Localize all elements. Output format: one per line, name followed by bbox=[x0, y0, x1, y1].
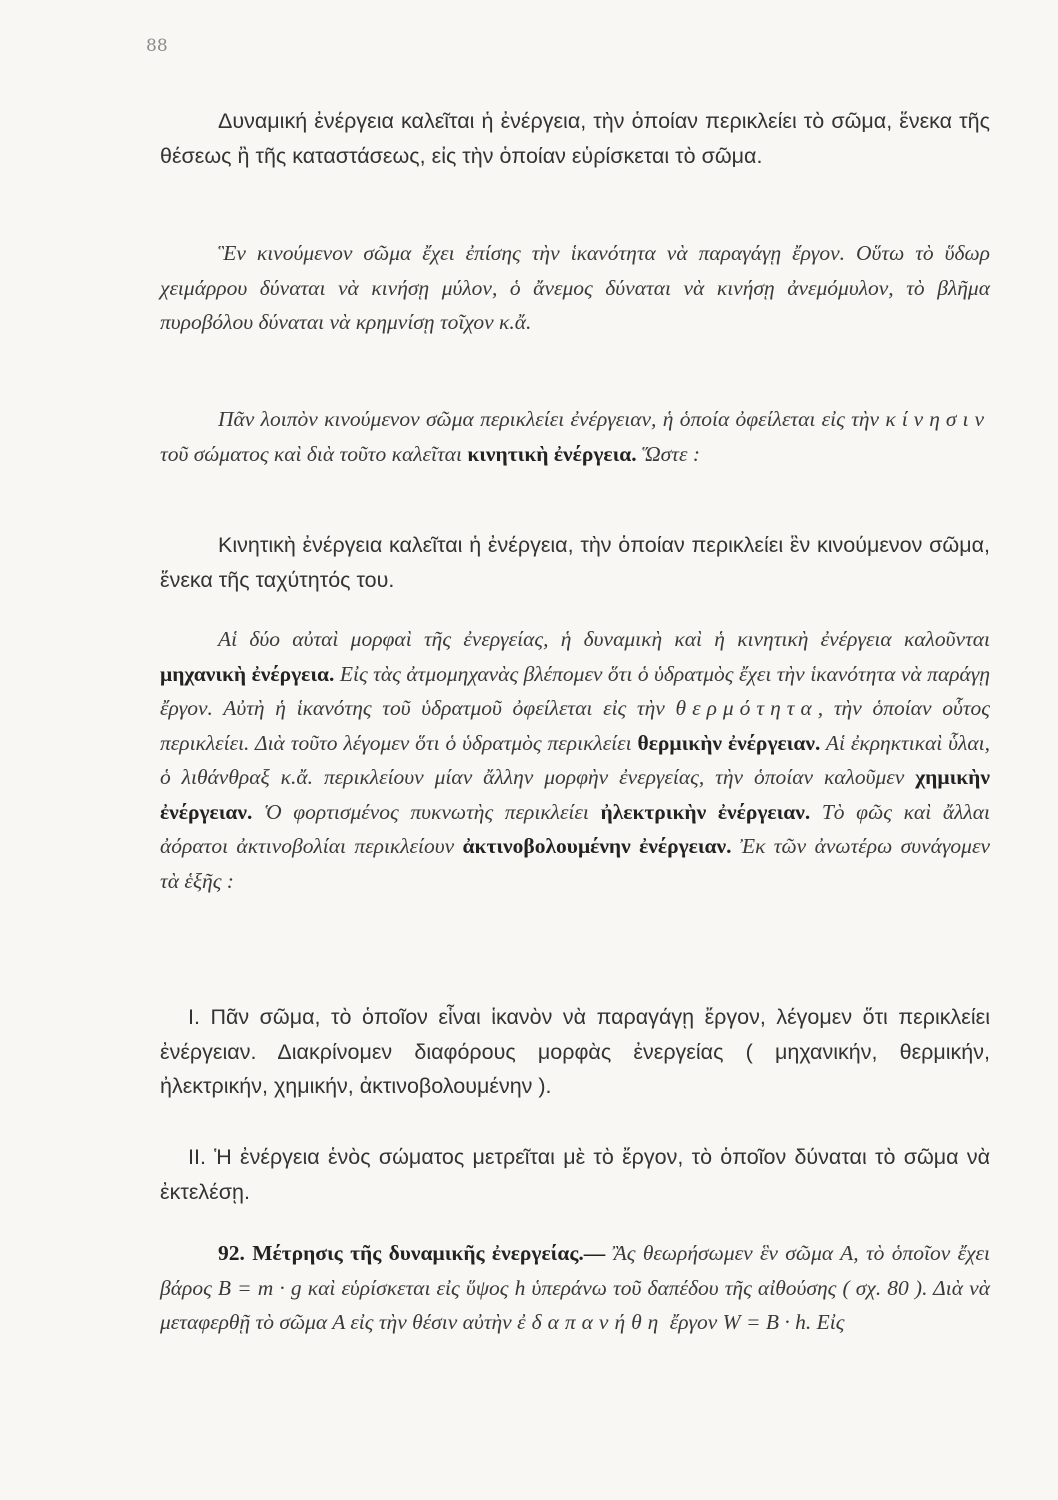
p5-text-f: Τὸ φῶς καὶ ἄλλαι ἀόρατοι ἀκτινοβολίαι περικλείουν bbox=[160, 799, 990, 858]
sec92-text-a: Ἂς θεωρήσωμεν ἓν σῶμα Α, τὸ ὁποῖον ἔχει βάρος Β = m · g καὶ εὑρίσκεται εἰς ὕψος h ὑπεράνω τοῦ δαπέδου τῆς αἰθούσης ( σχ. 80 ). Διὰ νὰ μεταφερθῇ τὸ σῶμα Α εἰς τὴν θέσιν αὐτὴν bbox=[160, 1241, 990, 1334]
paragraph-kinetic-intro bbox=[160, 402, 990, 471]
p5-text-d: Αἱ ἐκρηκτικαὶ ὗλαι, ὁ λιθάνθραξ κ.ἄ. περικλείουν μίαν ἄλλην μορφὴν ἐνεργείας, τὴν ὁποίαν καλοῦμεν bbox=[160, 730, 990, 789]
section-92-heading: 92. Μέτρησις τῆς δυναμικῆς ἐνεργείας.— bbox=[218, 1241, 606, 1265]
paragraph-moving-body: Ἓν κινούμενον σῶμα ἔχει ἐπίσης τὴν ἱκανότητα νὰ παραγάγῃ ἔργον. Οὕτω τὸ ὕδωρ χειμάρρου δύναται νὰ κινήσῃ μύλον, ὁ ἄνεμος δύναται νὰ κινήσῃ ἀνεμόμυλον, τὸ βλῆμα πυροβόλου δύναται νὰ κρημνίσῃ τοῖχον κ.ἄ. bbox=[160, 241, 990, 334]
p5-bold-mechanical: μηχανικὴ ἐνέργεια. bbox=[160, 661, 335, 686]
paragraph-energy-forms bbox=[160, 622, 990, 898]
p5-bold-thermal: θερμικὴν ἐνέργειαν. bbox=[637, 730, 821, 755]
p5-bold-chemical: χημικὴν ἐνέργειαν. bbox=[160, 765, 990, 824]
p5-text-b: Εἰς τὰς ἀτμομηχανὰς βλέπομεν ὅτι ὁ ὑδρατμὸς ἔχει τὴν ἱκανότητα νὰ παράγῃ ἔργον. Αὐτὴ ἡ ἱκανότης τοῦ ὑδρατμοῦ ὀφείλεται εἰς τὴν bbox=[160, 661, 990, 720]
conclusion-item-2: II. Ἡ ἐνέργεια ἑνὸς σώματος μετρεῖται μὲ τὸ ἔργον, τὸ ὁποῖον δύναται τὸ σῶμα νὰ ἐκτελέσῃ. bbox=[160, 1145, 990, 1204]
section-92 bbox=[160, 1236, 990, 1340]
p5-text-g: Ἐκ τῶν ἀνωτέρω συνάγομεν τὰ ἑξῆς : bbox=[160, 834, 990, 893]
definition-kinetic-energy: Κινητικὴ ἐνέργεια καλεῖται ἡ ἐνέργεια, τὴν ὁποίαν περικλείει ἓν κινούμενον σῶμα, ἕνεκα τῆς ταχύτητός του. bbox=[160, 533, 990, 592]
sec92-text-b: ἔργον W = B · h. Εἰς bbox=[664, 1310, 845, 1334]
p5-bold-radiant: ἀκτινοβολουμένην ἐνέργειαν. bbox=[462, 834, 732, 858]
p5-text-a: Αἱ δύο αὐταὶ μορφαὶ τῆς ἐνεργείας, ἡ δυναμικὴ καὶ ἡ κινητικὴ ἐνέργεια καλοῦνται bbox=[218, 627, 990, 651]
p5-text-c: , τὴν ὁποίαν οὗτος περικλείει. Διὰ τοῦτο λέγομεν ὅτι ὁ ὑδρατμὸς περικλείει bbox=[160, 696, 990, 755]
p3-text-c: Ὥστε : bbox=[636, 441, 700, 466]
p3-bold-term: κινητικὴ ἐνέργεια. bbox=[467, 441, 637, 466]
p3-text-b: τοῦ σώματος καὶ διὰ τοῦτο καλεῖται bbox=[160, 441, 468, 466]
p5-spaced-word: θερμότητα bbox=[675, 696, 818, 720]
page-number: 88 bbox=[146, 36, 168, 56]
definition-potential-energy: Δυναμική ἐνέργεια καλεῖται ἡ ἐνέργεια, τὴν ὁποίαν περικλείει τὸ σῶμα, ἕνεκα τῆς θέσεως ἢ τῆς καταστάσεως, εἰς τὴν ὁποίαν εὑρίσκεται τὸ σῶμα. bbox=[160, 109, 990, 168]
conclusion-item-1: I. Πᾶν σῶμα, τὸ ὁποῖον εἶναι ἱκανὸν νὰ παραγάγῃ ἔργον, λέγομεν ὅτι περικλείει ἐνέργειαν. Διακρίνομεν διαφόρους μορφὰς ἐνεργείας ( μηχανικήν, θερμικήν, ἠλεκτρικήν, χημικήν, ἀκτινοβολουμένην ). bbox=[160, 1005, 990, 1098]
p5-text-e: Ὁ φορτισμένος πυκνωτὴς περικλείει bbox=[252, 799, 601, 824]
p3-spaced-word: κίνησιν bbox=[885, 407, 990, 431]
p3-text-a: Πᾶν λοιπὸν κινούμενον σῶμα περικλείει ἐνέργειαν, ἡ ὁποία ὀφείλεται εἰς τὴν bbox=[218, 407, 886, 431]
p5-bold-electrical: ἠλεκτρικὴν ἐνέργειαν. bbox=[600, 799, 811, 824]
sec92-spaced-word: ἐδαπανήθη bbox=[517, 1310, 665, 1334]
